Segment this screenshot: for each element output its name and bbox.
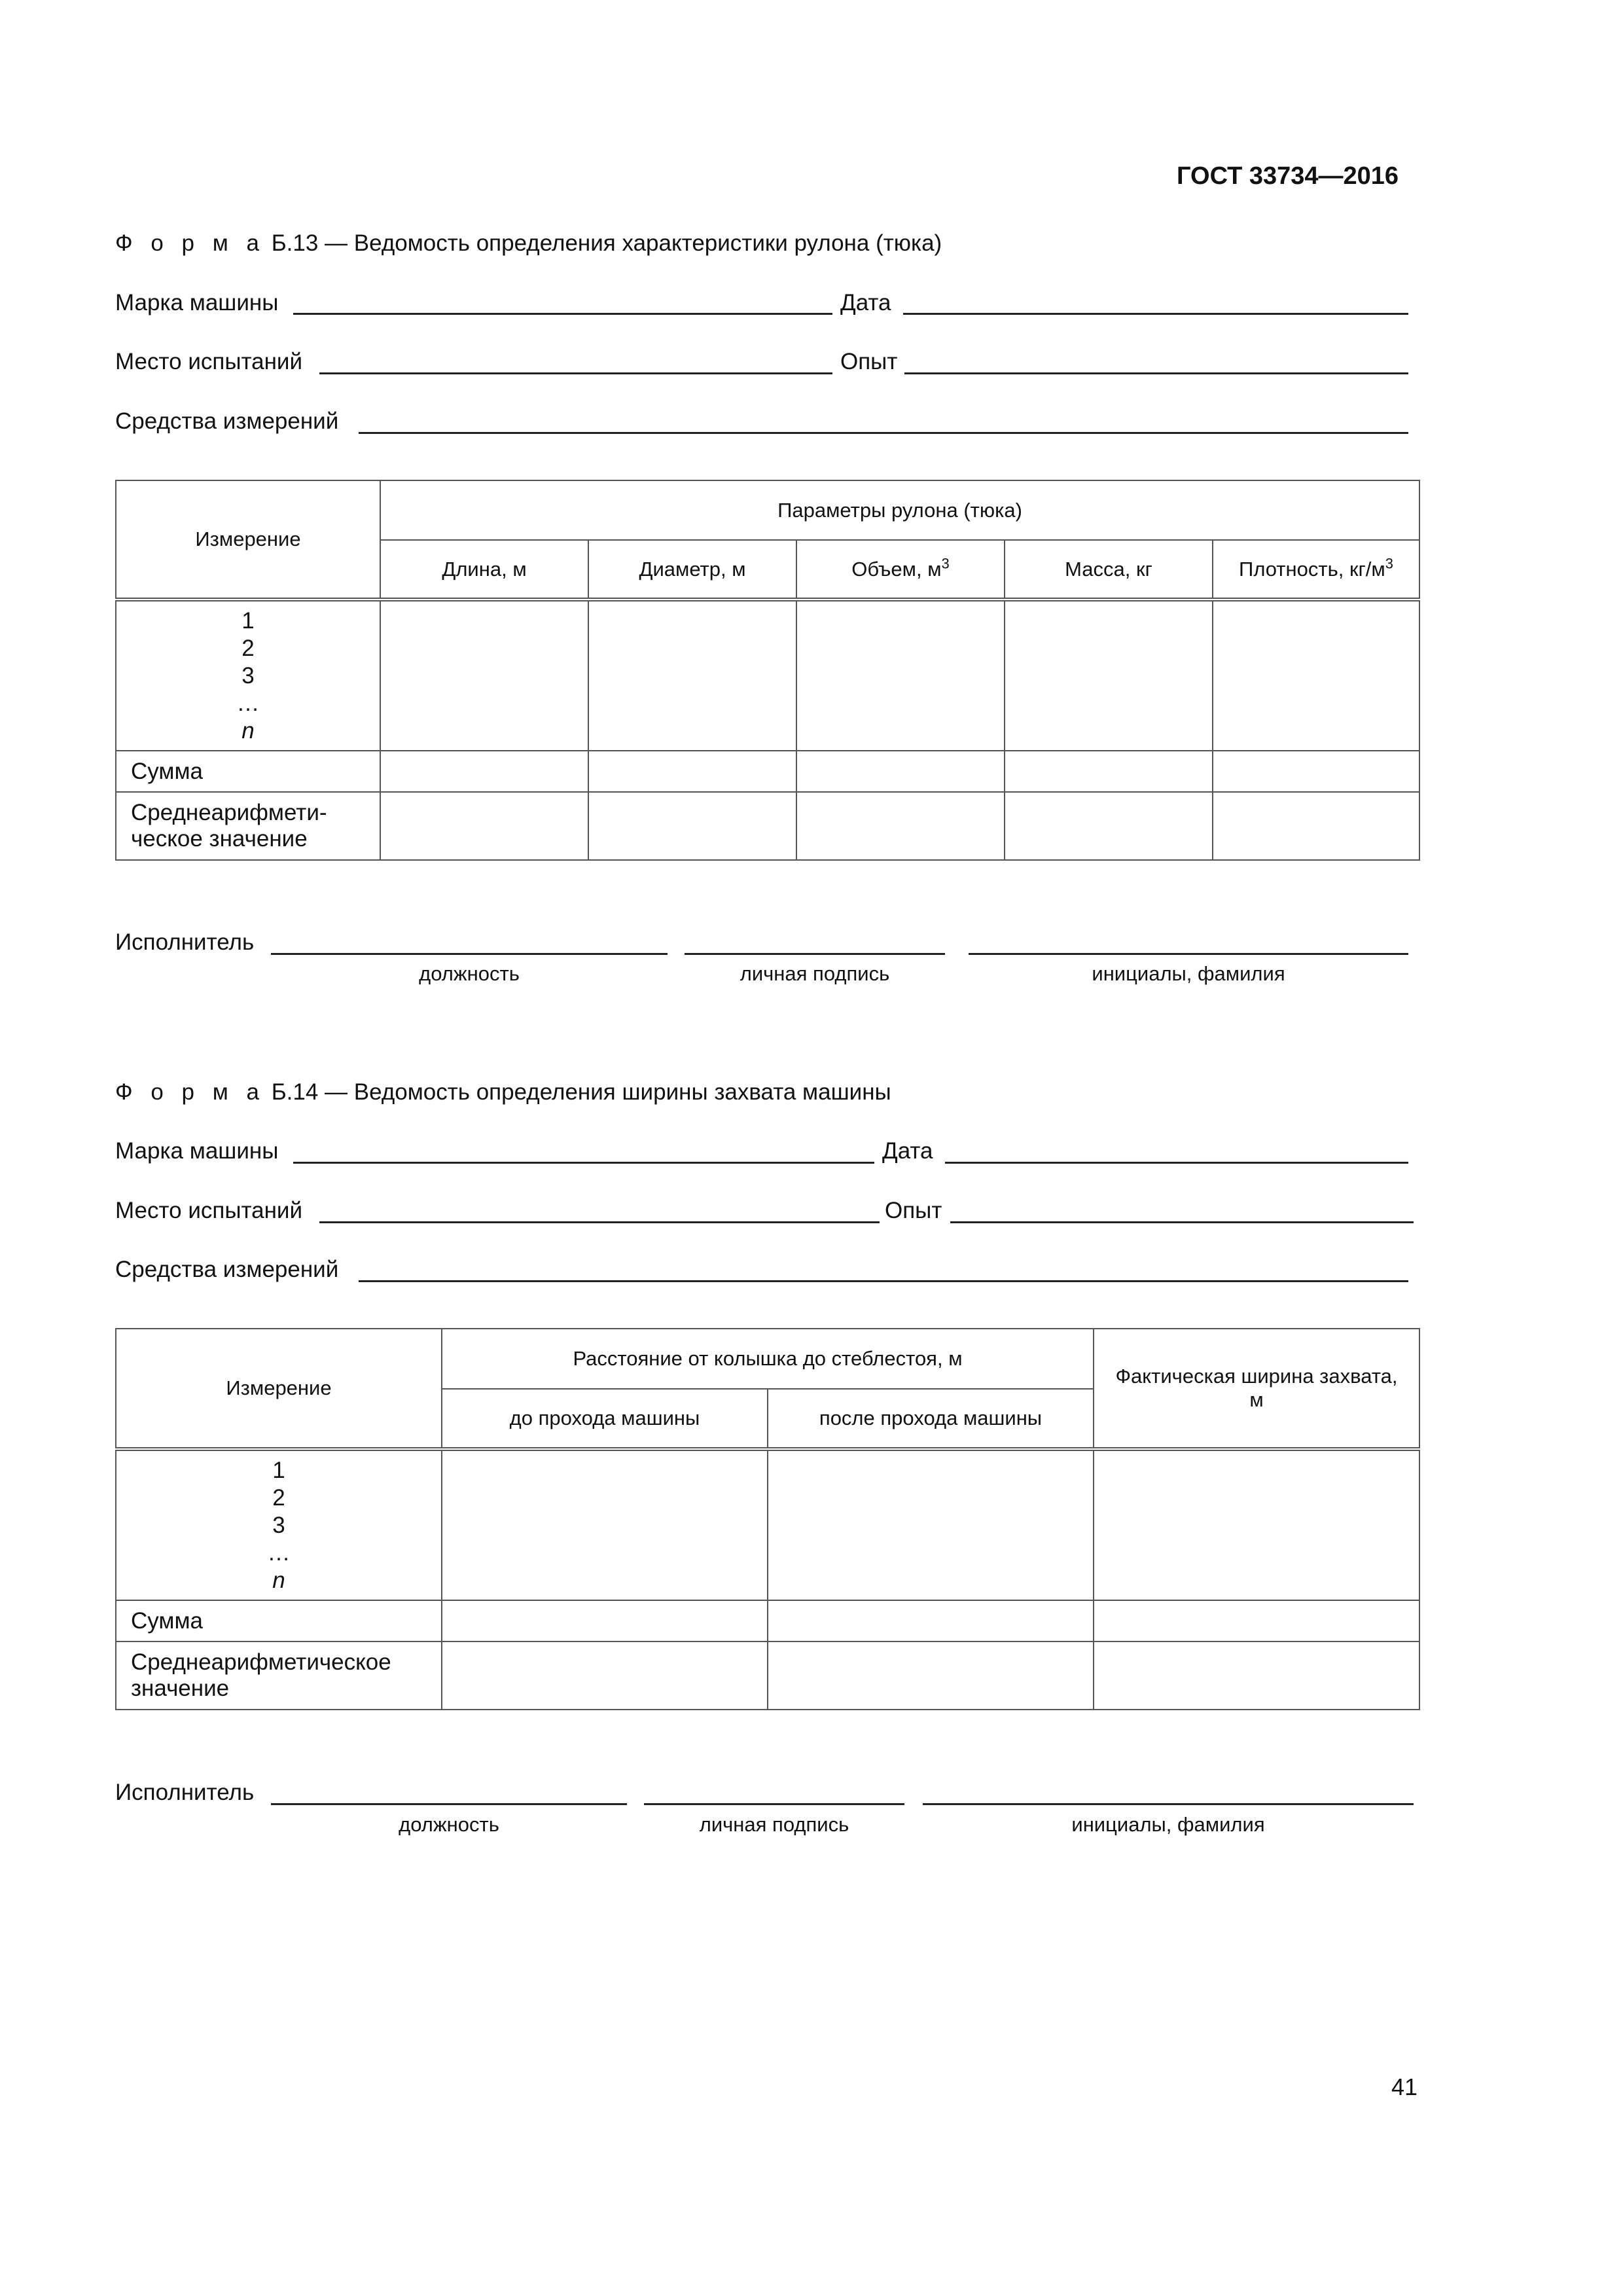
- data-cell[interactable]: [380, 751, 588, 792]
- form-14-machine-brand-field[interactable]: [293, 1162, 874, 1164]
- diameter-column-header: Диаметр, м: [588, 540, 796, 600]
- form-14-title: [115, 1079, 891, 1105]
- form-14-machine-brand-label: Марка машины: [115, 1138, 279, 1164]
- sum-label: Сумма: [116, 751, 380, 792]
- data-cell[interactable]: [796, 751, 1005, 792]
- mean-row: [116, 792, 1419, 860]
- actual-width-header-line: Фактическая ширина захвата,: [1115, 1365, 1398, 1388]
- data-cell[interactable]: [796, 792, 1005, 860]
- form-13-machine-brand-label: Марка машины: [115, 290, 279, 315]
- form-14-name-line[interactable]: [923, 1803, 1414, 1805]
- mean-label-line: ческое значение: [131, 826, 308, 852]
- sum-row: [116, 751, 1419, 792]
- mean-row: [116, 1641, 1419, 1710]
- page-number: 41: [1391, 2073, 1418, 2100]
- row-number: 2: [272, 1484, 285, 1511]
- data-cell[interactable]: [768, 1449, 1094, 1600]
- form-13-instruments-label: Средства измерений: [115, 408, 339, 434]
- mean-label-line: Среднеарифметическое: [131, 1649, 391, 1675]
- sum-row: [116, 1600, 1419, 1641]
- data-cell[interactable]: [442, 1600, 768, 1641]
- form-14-position-caption: должность: [399, 1813, 499, 1836]
- data-cell[interactable]: [768, 1600, 1094, 1641]
- mean-label-line: Среднеарифмети-: [131, 800, 327, 825]
- form-13-experiment-label: Опыт: [840, 349, 898, 374]
- data-cell[interactable]: [1005, 600, 1213, 751]
- row-number: …: [267, 1539, 291, 1566]
- form-13-machine-brand-field[interactable]: [293, 313, 832, 315]
- form-13-signature-line[interactable]: [685, 953, 945, 955]
- density-column-header: [1213, 540, 1419, 600]
- form-14-table: [115, 1328, 1420, 1710]
- form-14-test-site-label: Место испытаний: [115, 1198, 303, 1223]
- data-cell[interactable]: [768, 1641, 1094, 1710]
- form-14-prefix: Ф о р м а: [115, 1079, 265, 1105]
- data-cell[interactable]: [1213, 600, 1419, 751]
- form-13-test-site-label: Место испытаний: [115, 349, 303, 374]
- form-13-title: [115, 230, 942, 257]
- table-row: [116, 1449, 1419, 1600]
- measurement-numbers: [116, 1449, 442, 1600]
- form-14-name-caption: инициалы, фамилия: [1071, 1813, 1265, 1836]
- form-13-experiment-field[interactable]: [904, 372, 1408, 374]
- form-13-name-line[interactable]: [969, 953, 1408, 955]
- form-14-experiment-label: Опыт: [885, 1198, 942, 1223]
- row-number: n: [241, 717, 255, 744]
- standard-number: ГОСТ 33734—2016: [1177, 162, 1399, 190]
- form-13-position-caption: должность: [419, 962, 520, 985]
- mean-label: [116, 792, 380, 860]
- form-14-signature-line[interactable]: [644, 1803, 904, 1805]
- row-number: n: [272, 1567, 285, 1593]
- form-14-instruments-label: Средства измерений: [115, 1257, 339, 1282]
- form-13-position-line[interactable]: [271, 953, 668, 955]
- data-cell[interactable]: [380, 792, 588, 860]
- form-14-signature-caption: личная подпись: [699, 1813, 849, 1836]
- data-cell[interactable]: [1005, 751, 1213, 792]
- row-number: 2: [241, 635, 255, 661]
- mass-column-header: Масса, кг: [1005, 540, 1213, 600]
- form-13-name-caption: инициалы, фамилия: [1092, 962, 1285, 985]
- data-cell[interactable]: [1213, 751, 1419, 792]
- data-cell[interactable]: [588, 792, 796, 860]
- volume-column-label: Объем, м: [851, 557, 942, 581]
- data-cell[interactable]: [588, 600, 796, 751]
- data-cell[interactable]: [1094, 1641, 1419, 1710]
- mean-label: [116, 1641, 442, 1710]
- row-number: 1: [241, 607, 255, 634]
- data-cell[interactable]: [1094, 1449, 1419, 1600]
- form-14-performer-label: Исполнитель: [115, 1780, 255, 1805]
- data-cell[interactable]: [380, 600, 588, 751]
- density-column-label: Плотность, кг/м: [1239, 557, 1385, 581]
- form-14-test-site-field[interactable]: [319, 1221, 880, 1223]
- data-cell[interactable]: [1094, 1600, 1419, 1641]
- sum-label: Сумма: [116, 1600, 442, 1641]
- data-cell[interactable]: [442, 1449, 768, 1600]
- data-cell[interactable]: [1005, 792, 1213, 860]
- row-number: 1: [272, 1457, 285, 1483]
- data-cell[interactable]: [588, 751, 796, 792]
- form-13-table: [115, 480, 1420, 861]
- density-unit-superscript: 3: [1385, 555, 1393, 572]
- form-14-instruments-field[interactable]: [359, 1280, 1408, 1282]
- form-14-date-label: Дата: [882, 1138, 933, 1164]
- form-13-prefix: Ф о р м а: [115, 230, 265, 256]
- form-14-position-line[interactable]: [271, 1803, 627, 1805]
- table-row: [116, 600, 1419, 751]
- row-number: …: [236, 690, 260, 716]
- volume-column-header: [796, 540, 1005, 600]
- measurement-numbers: [116, 600, 380, 751]
- form-14-experiment-field[interactable]: [950, 1221, 1414, 1223]
- measurement-header: Измерение: [116, 480, 380, 600]
- form-13-instruments-field[interactable]: [359, 432, 1408, 434]
- form-13-date-label: Дата: [840, 290, 891, 315]
- actual-width-header: [1094, 1329, 1419, 1449]
- row-number: 3: [241, 662, 255, 689]
- form-13-test-site-field[interactable]: [319, 372, 832, 374]
- form-13-date-field[interactable]: [903, 313, 1408, 315]
- form-14-title-text: Б.14 — Ведомость определения ширины захвата машины: [271, 1079, 891, 1105]
- data-cell[interactable]: [442, 1641, 768, 1710]
- form-13-performer-label: Исполнитель: [115, 929, 255, 955]
- before-pass-column-header: до прохода машины: [442, 1389, 768, 1449]
- bale-parameters-header: Параметры рулона (тюка): [380, 480, 1419, 540]
- row-number: 3: [272, 1512, 285, 1538]
- form-13-title-text: Б.13 — Ведомость определения характеристики рулона (тюка): [271, 230, 942, 256]
- length-column-header: Длина, м: [380, 540, 588, 600]
- data-cell[interactable]: [1213, 792, 1419, 860]
- actual-width-header-line: м: [1249, 1388, 1264, 1411]
- measurement-header: Измерение: [116, 1329, 442, 1449]
- mean-label-line: значение: [131, 1676, 230, 1701]
- form-13-signature-caption: личная подпись: [740, 962, 890, 985]
- after-pass-column-header: после прохода машины: [768, 1389, 1094, 1449]
- volume-unit-superscript: 3: [941, 555, 950, 572]
- form-14-date-field[interactable]: [945, 1162, 1408, 1164]
- distance-header: Расстояние от колышка до стеблестоя, м: [442, 1329, 1094, 1389]
- data-cell[interactable]: [796, 600, 1005, 751]
